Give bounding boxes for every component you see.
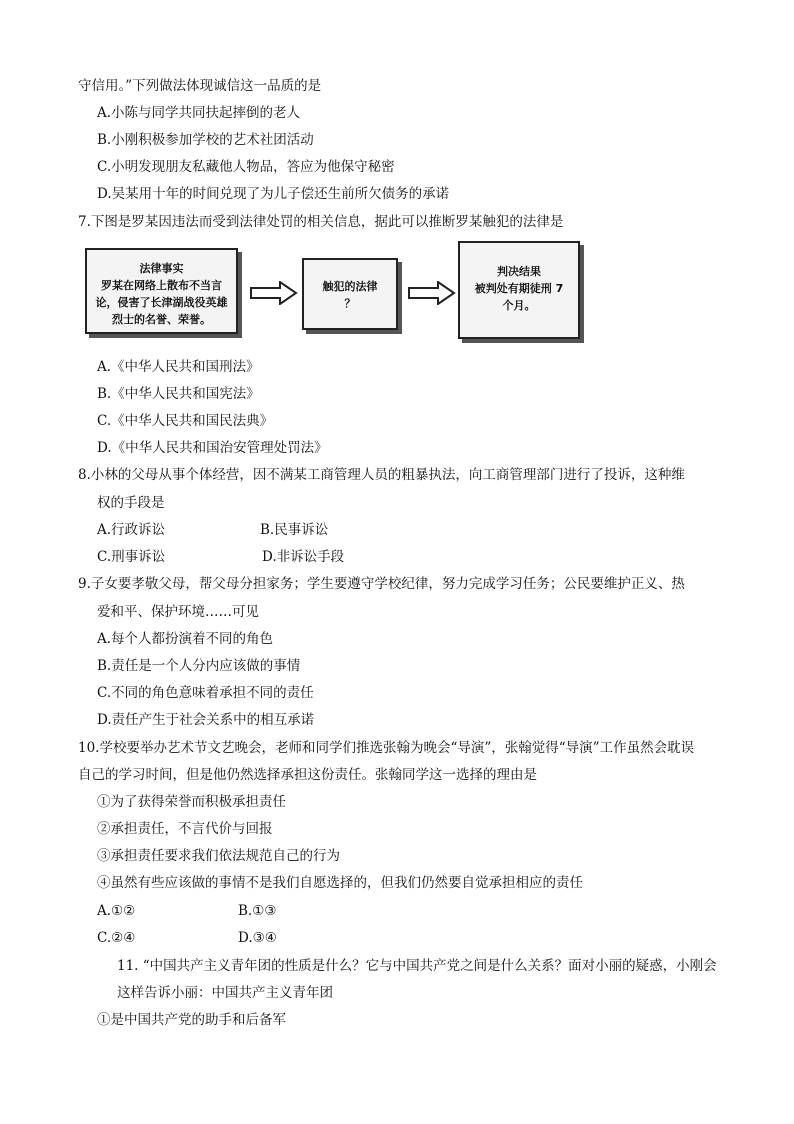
q6-option-b: B.小刚积极参加学校的艺术社团活动: [97, 132, 314, 148]
q9-option-c: C.不同的角色意味着承担不同的责任: [97, 685, 314, 701]
q9-option-d: D.责任产生于社会关系中的相互承诺: [97, 712, 315, 728]
q7-option-c: C.《中华人民共和国民法典》: [97, 413, 274, 429]
q7-stem: 7.下图是罗某因违法而受到法律处罚的相关信息，据此可以推断罗某触犯的法律是: [78, 214, 564, 230]
verdict-box-title: 判决结果: [497, 265, 541, 278]
fact-box-line2: 论，侵害了长津湖战役英雄: [95, 296, 228, 309]
q7-option-a: A.《中华人民共和国刑法》: [97, 359, 260, 375]
q10-item-4: ④虽然有些应该做的事情不是我们自愿选择的，但我们仍然要自觉承担相应的责任: [97, 875, 583, 891]
q10-item-3: ③承担责任要求我们依法规范自己的行为: [97, 848, 340, 864]
arrow-right-icon-1: [250, 281, 298, 305]
fact-box-title: 法律事实: [139, 262, 184, 275]
q8-stem-line2: 权的手段是: [97, 495, 165, 511]
law-box-question: ？: [344, 297, 356, 310]
fact-box: [85, 248, 238, 334]
arrow-right-icon-2: [408, 281, 456, 305]
q10-option-d: D.③④: [238, 930, 277, 946]
fact-box-line1: 罗某在网络上散布不当言: [101, 279, 222, 292]
verdict-box-line1: 被判处有期徒刑 7: [474, 282, 564, 295]
q8-option-a: A.行政诉讼: [97, 522, 166, 538]
q9-stem-line2: 爱和平、保护环境……可见: [97, 604, 259, 620]
q6-option-c: C.小明发现朋友私藏他人物品，答应为他保守秘密: [97, 159, 395, 175]
q11-item-1: ①是中国共产党的助手和后备军: [97, 1012, 286, 1028]
q9-option-b: B.责任是一个人分内应该做的事情: [97, 658, 301, 674]
q10-option-b: B.①③: [238, 903, 277, 919]
q10-option-c: C.②④: [97, 930, 136, 946]
q8-stem-line1: 8.小林的父母从事个体经营，因不满某工商管理人员的粗暴执法，向工商管理部门进行了投诉，这种维: [78, 467, 685, 483]
q9-stem-line1: 9.子女要孝敬父母，帮父母分担家务；学生要遵守学校纪律，努力完成学习任务；公民要维护正义、热: [78, 576, 685, 592]
q7-option-b: B.《中华人民共和国宪法》: [97, 386, 260, 402]
q8-option-d: D.非诉讼手段: [262, 549, 345, 565]
q11-stem-line1: 11. “中国共产主义青年团的性质是什么？它与中国共产党之间是什么关系？面对小丽的疑惑，小刚会: [117, 958, 717, 974]
law-box-title: 触犯的法律: [322, 280, 378, 293]
law-box: [302, 258, 398, 330]
q8-option-c: C.刑事诉讼: [97, 549, 166, 565]
q7-option-d: D.《中华人民共和国治安管理处罚法》: [97, 440, 328, 456]
q6-option-d: D.吴某用十年的时间兑现了为儿子偿还生前所欠债务的承诺: [97, 186, 450, 202]
fact-box-line3: 烈士的名誉、荣誉。: [112, 313, 211, 326]
q10-stem-line2: 自己的学习时间，但是他仍然选择承担这份责任。张翰同学这一选择的理由是: [78, 767, 537, 783]
q11-stem-line2: 这样告诉小丽：中国共产主义青年团: [117, 985, 333, 1001]
q10-option-a: A.①②: [97, 903, 136, 919]
q6-option-a: A.小陈与同学共同扶起摔倒的老人: [97, 105, 301, 121]
verdict-box-line2: 个月。: [502, 299, 536, 312]
q10-stem-line1: 10.学校要举办艺术节文艺晚会，老师和同学们推选张翰为晚会“导演”，张翰觉得“导演”工作虽然会耽误: [78, 740, 695, 756]
verdict-box: [458, 241, 580, 339]
q8-option-b: B.民事诉讼: [260, 522, 329, 538]
q10-item-2: ②承担责任，不言代价与回报: [97, 821, 273, 837]
q6-stem-tail: 守信用。”下列做法体现诚信这一品质的是: [78, 78, 322, 94]
q10-item-1: ①为了获得荣誉而积极承担责任: [97, 794, 286, 810]
q9-option-a: A.每个人都扮演着不同的角色: [97, 631, 274, 647]
